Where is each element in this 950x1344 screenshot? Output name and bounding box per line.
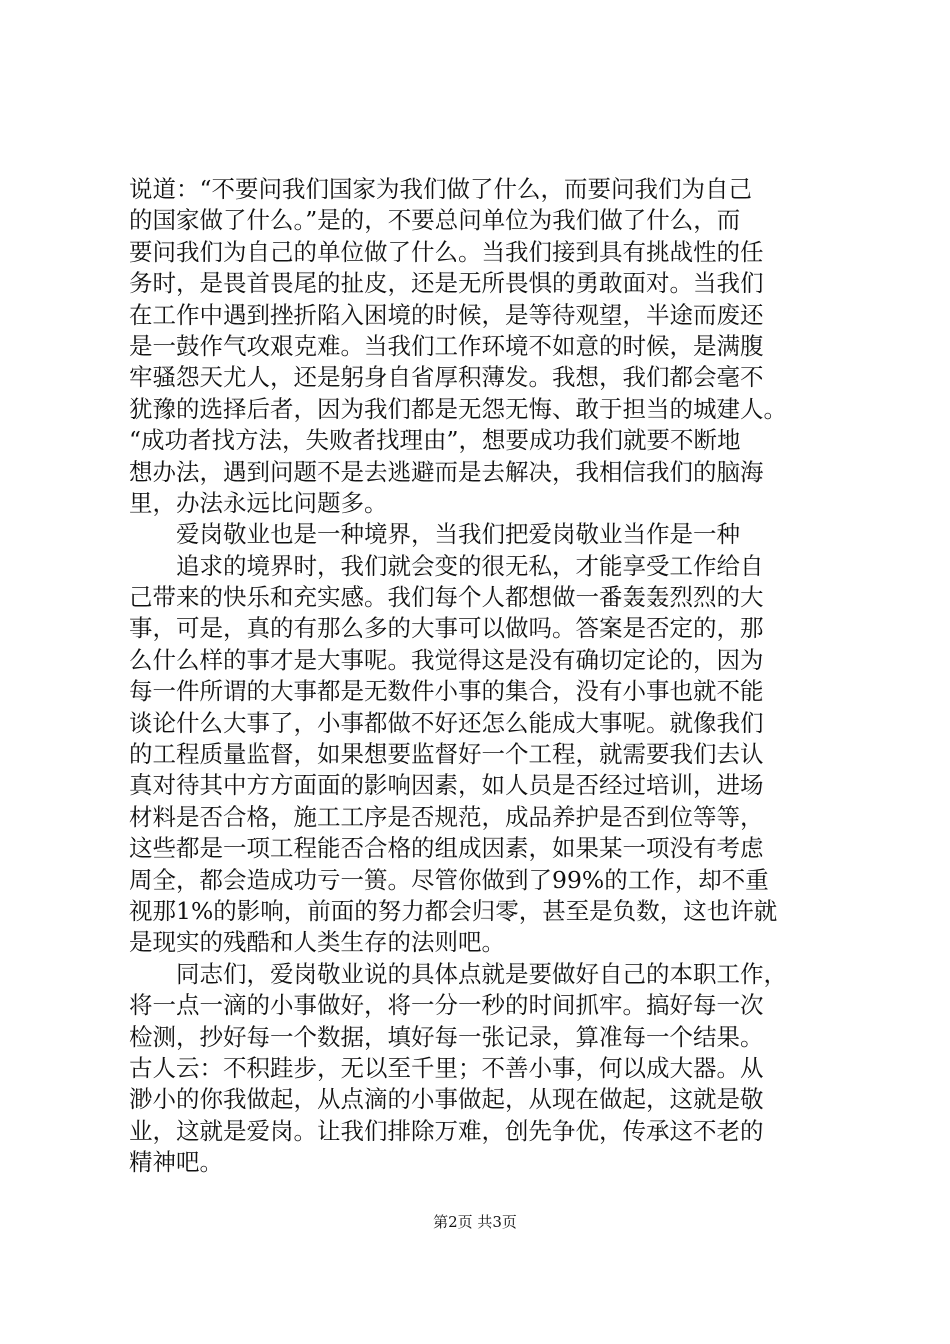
text-line: “成功者找方法，失败者找理由”，想要成功我们就要不断地	[129, 426, 741, 455]
text-line: 谈论什么大事了，小事都做不好还怎么能成大事呢。就像我们	[129, 708, 764, 737]
text-line: 己带来的快乐和充实感。我们每个人都想做一番轰轰烈烈的大	[129, 583, 764, 612]
text-line: 犹豫的选择后者，因为我们都是无怨无悔、敢于担当的城建人。	[129, 394, 787, 423]
text-line: 追求的境界时，我们就会变的很无私，才能享受工作给自	[176, 551, 764, 580]
text-line: 是一鼓作气攻艰克难。当我们工作环境不如意的时候，是满腹	[129, 331, 764, 360]
body-text	[129, 174, 839, 1179]
page-number-footer: 第2页 共3页	[433, 1213, 517, 1231]
text-line: 在工作中遇到挫折陷入困境的时候，是等待观望，半途而废还	[129, 300, 764, 329]
text-line: 检测，抄好每一个数据，填好每一张记录，算准每一个结果。	[129, 1022, 764, 1051]
text-line: 么什么样的事才是大事呢。我觉得这是没有确切定论的，因为	[129, 645, 764, 674]
text-line: 要问我们为自己的单位做了什么。当我们接到具有挑战性的任	[129, 237, 764, 266]
text-line: 说道：“不要问我们国家为我们做了什么，而要问我们为自己	[129, 175, 753, 203]
text-line: 务时，是畏首畏尾的扯皮，还是无所畏惧的勇敢面对。当我们	[129, 269, 764, 298]
paragraph-start-line: 同志们，爱岗敬业说的具体点就是要做好自己的本职工作，	[176, 959, 787, 988]
text-line: 事，可是，真的有那么多的大事可以做吗。答案是否定的，那	[129, 614, 764, 643]
text-line: 这些都是一项工程能否合格的组成因素，如果某一项没有考虑	[129, 834, 764, 863]
text-line: 真对待其中方方面面的影响因素，如人员是否经过培训，进场	[129, 771, 764, 800]
text-line: 精神吧。	[129, 1148, 223, 1177]
text-line: 业，这就是爱岗。让我们排除万难，创先争优，传承这不老的	[129, 1116, 764, 1145]
paragraph-start-line: 爱岗敬业也是一种境界，当我们把爱岗敬业当作是一种	[176, 520, 740, 549]
text-line: 将一点一滴的小事做好，将一分一秒的时间抓牢。搞好每一次	[129, 991, 764, 1020]
text-line: 是现实的残酷和人类生存的法则吧。	[129, 928, 505, 957]
text-line: 想办法，遇到问题不是去逃避而是去解决，我相信我们的脑海	[129, 457, 764, 486]
text-line: 的国家做了什么。”是的，不要总问单位为我们做了什么，而	[129, 206, 741, 235]
text-line: 牢骚怨天尤人，还是躬身自省厚积薄发。我想，我们都会毫不	[129, 363, 764, 392]
text-line: 渺小的你我做起，从点滴的小事做起，从现在做起，这就是敬	[129, 1085, 764, 1114]
text-line: 古人云：不积跬步，无以至千里；不善小事，何以成大器。从	[129, 1053, 764, 1082]
text-line: 材料是否合格，施工工序是否规范，成品养护是否到位等等，	[129, 802, 764, 831]
text-line: 里，办法永远比问题多。	[129, 488, 388, 517]
text-line: 的工程质量监督，如果想要监督好一个工程，就需要我们去认	[129, 740, 764, 769]
text-line: 视那1%的影响，前面的努力都会归零，甚至是负数，这也许就	[129, 896, 778, 925]
text-line: 周全，都会造成功亏一篑。尽管你做到了99%的工作，却不重	[129, 865, 769, 894]
text-line: 每一件所谓的大事都是无数件小事的集合，没有小事也就不能	[129, 677, 764, 706]
